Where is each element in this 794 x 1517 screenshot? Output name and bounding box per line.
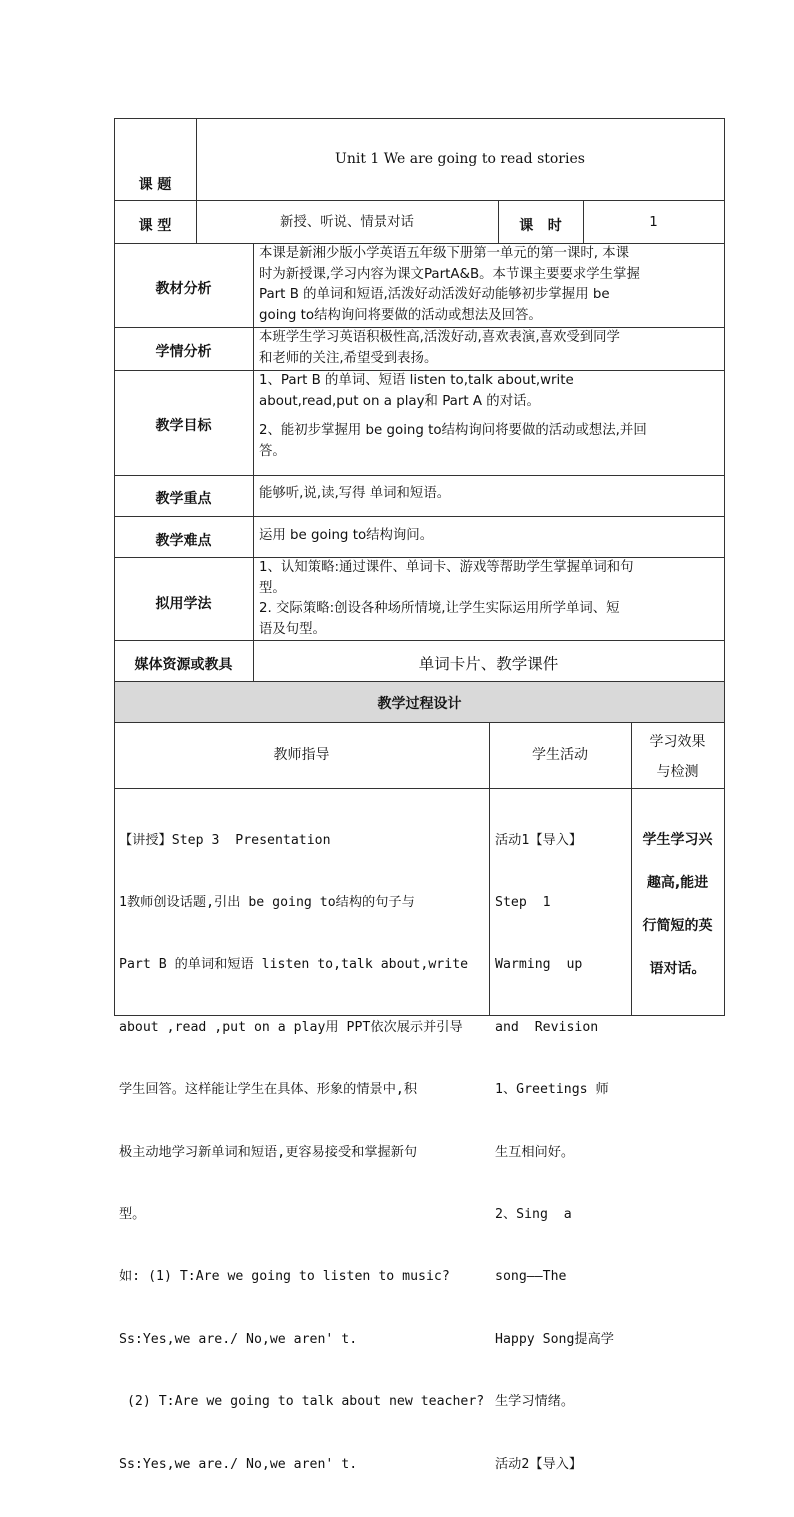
col-teacher: 教师指导 <box>273 747 330 763</box>
students-text <box>259 328 721 369</box>
teacher-line: (2) T:Are we going to talk about new teacher? <box>119 1394 485 1410</box>
period-value: 1 <box>649 215 658 230</box>
type-label: 课 型 <box>138 218 172 234</box>
methods-line: 2. 交际策略:创设各种场所情境,让学生实际运用所学单词、短 <box>259 601 620 616</box>
goals-line: 2、能初步掌握用 be going to结构询问将要做的活动或想法,并回 <box>259 423 647 438</box>
students-line: 和老师的关注,希望受到表扬。 <box>259 350 438 366</box>
goals-line: 1、Part B 的单词、短语 listen to,talk about,write <box>259 373 574 388</box>
methods-line: 型。 <box>259 580 286 596</box>
student-line: Step 1 <box>495 894 551 910</box>
material-text <box>259 244 721 326</box>
material-label: 教材分析 <box>155 281 212 297</box>
period-label: 课 时 <box>519 218 562 234</box>
methods-label: 拟用学法 <box>155 596 212 612</box>
material-line: Part B 的单词和短语,活泼好动活泼好动能够初步掌握用 be <box>259 287 610 302</box>
teacher-line: 1教师创设话题,引出 be going to结构的句子与 <box>119 894 415 910</box>
student-line: 生学习情绪。 <box>495 1394 575 1410</box>
col-effect <box>631 727 724 787</box>
material-line: 时为新授课,学习内容为课文PartA&B。本节课主要要求学生掌握 <box>259 266 640 282</box>
goals-line: about,read,put on a play和 Part A 的对话。 <box>259 393 540 409</box>
student-line: song——The <box>495 1269 567 1285</box>
students-label: 学情分析 <box>155 344 212 360</box>
student-line: Happy Song提高学 <box>495 1331 614 1347</box>
difficulty-label: 教学难点 <box>155 533 212 549</box>
teacher-line: 【讲授】Step 3 Presentation <box>119 832 331 848</box>
effect-line: 语对话。 <box>649 961 706 977</box>
material-line: 本课是新湘少版小学英语五年级下册第一单元的第一课时, 本课 <box>259 246 630 261</box>
difficulty-text: 运用 be going to结构询问。 <box>259 528 434 543</box>
media-label: 媒体资源或教具 <box>134 657 233 673</box>
student-line: Warming up <box>495 957 583 973</box>
teacher-guidance <box>119 789 487 1517</box>
methods-line: 语及句型。 <box>259 621 326 637</box>
effect-line: 行简短的英 <box>642 918 713 934</box>
student-line: 活动1【导入】 <box>495 832 583 848</box>
methods-line: 1、认知策略:通过课件、单词卡、游戏等帮助学生掌握单词和句 <box>259 560 634 575</box>
teacher-line: 如: (1) T:Are we going to listen to music? <box>119 1269 450 1285</box>
teacher-line: Ss:Yes,we are./ No,we aren' t. <box>119 1331 358 1347</box>
effect-line: 学生学习兴 <box>642 832 713 848</box>
teacher-line: 型。 <box>119 1206 146 1222</box>
col-effect-line: 学习效果 <box>649 734 706 750</box>
student-line: 1、Greetings 师 <box>495 1082 609 1098</box>
lesson-title: Unit 1 We are going to read stories <box>335 151 585 167</box>
process-header: 教学过程设计 <box>377 696 462 712</box>
teacher-line: Part B 的单词和短语 listen to,talk about,write <box>119 957 469 973</box>
goals-line: 答。 <box>259 443 286 459</box>
col-student: 学生活动 <box>532 747 588 763</box>
material-line: going to结构询问将要做的活动或想法及回答。 <box>259 307 542 323</box>
media-value: 单词卡片、教学课件 <box>418 655 559 673</box>
key-text: 能够听,说,读,写得 单词和短语。 <box>259 486 451 501</box>
student-activities <box>495 789 629 1517</box>
learning-effect <box>631 819 724 991</box>
title-label: 课 题 <box>138 177 172 193</box>
col-effect-line: 与检测 <box>656 764 699 780</box>
teacher-line: 极主动地学习新单词和短语,更容易接受和掌握新句 <box>119 1144 418 1160</box>
teacher-line: 学生回答。这样能让学生在具体、形象的情景中,积 <box>119 1082 418 1098</box>
student-line: and Revision <box>495 1019 599 1035</box>
teacher-line: about ,read ,put on a play用 PPT依次展示并引导 <box>119 1019 463 1035</box>
student-line: 生互相问好。 <box>495 1144 575 1160</box>
goals-text <box>259 371 721 462</box>
key-label: 教学重点 <box>155 491 212 507</box>
students-line: 本班学生学习英语积极性高,活泼好动,喜欢表演,喜欢受到同学 <box>259 330 620 345</box>
student-line: 2、Sing a <box>495 1206 572 1222</box>
teacher-line: Ss:Yes,we are./ No,we aren' t. <box>119 1456 358 1472</box>
effect-line: 趣高,能进 <box>646 875 709 891</box>
student-line: 活动2【导入】 <box>495 1456 583 1472</box>
type-value: 新授、听说、情景对话 <box>280 215 414 230</box>
methods-text <box>259 558 721 640</box>
goals-label: 教学目标 <box>155 418 212 434</box>
